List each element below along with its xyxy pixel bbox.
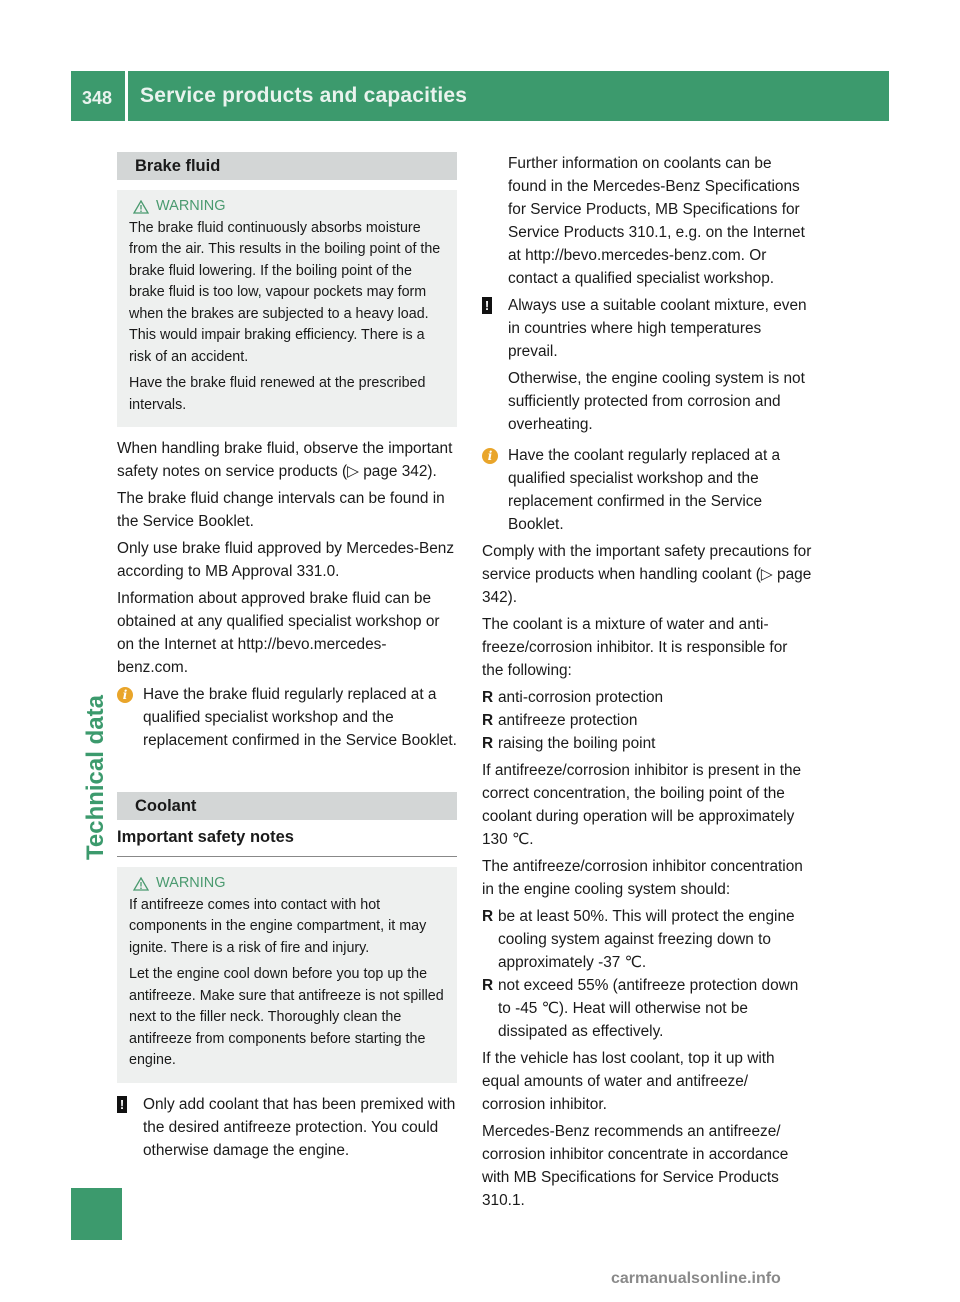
coolant-heading: Coolant (117, 792, 457, 820)
paragraph: Mercedes-Benz recommends an antifreeze/ corrosion inhibitor concentrate in accordance with MB Specifications for Service Products 310.1. (482, 1123, 789, 1209)
paragraph: The antifreeze/corrosion inhibitor concentration in the engine cooling system should: (482, 858, 803, 898)
warning-title (133, 873, 449, 895)
list-item: R anti-corrosion protection (482, 689, 664, 706)
coolant-warning-box (117, 867, 457, 1083)
footer-watermark: carmanualsonline.info (611, 1270, 781, 1287)
caution-note-text: Only add coolant that has been premixed with the desired antifreeze protection. You could otherwise damage the engine. (143, 1095, 456, 1159)
list-item: R be at least 50%. This will protect the engine cooling system against freezing down to approximately -37 ℃. (482, 908, 795, 971)
bullet-list (482, 905, 812, 1043)
exclamation-icon: ! (482, 297, 492, 314)
caution-note (482, 294, 812, 440)
bullet-list (482, 686, 812, 755)
heading-rule (117, 856, 457, 857)
info-note-text: Have the brake fluid regularly replaced at a qualified specialist workshop and the replacement confirmed in the Service Booklet. (143, 686, 457, 749)
list-item: R not exceed 55% (antifreeze protection down to -45 ℃). Heat will otherwise not be dissipated as effectively. (482, 977, 799, 1040)
caution-note-text: Always use a suitable coolant mixture, even in countries where high temperatures prevail. (508, 297, 807, 360)
info-icon: i (117, 687, 133, 703)
warning-title (133, 196, 449, 218)
warning-triangle-icon (133, 200, 149, 214)
header-divider (125, 71, 128, 121)
brake-warning-text-2: Have the brake fluid renewed at the prescribed intervals. (129, 375, 426, 413)
paragraph: If antifreeze/corrosion inhibitor is present in the correct concentration, the boiling point of the coolant during operation will be approximately 130 ℃. (482, 762, 802, 848)
paragraph: Information about approved brake fluid can be obtained at any qualified specialist workshop or on the Internet at http://bevo.mercedes-benz.com. (117, 590, 440, 676)
caution-note (117, 1093, 457, 1162)
right-column (482, 152, 812, 1216)
info-note (482, 444, 812, 536)
side-tab-marker (71, 1188, 122, 1240)
chapter-title: Service products and capacities (140, 84, 468, 107)
safety-notes-heading: Important safety notes (117, 828, 294, 846)
coolant-warning-text-2: Let the engine cool down before you top up the antifreeze. Make sure that antifreeze is not spilled next to the filler neck. Thoroughly clean the antifreeze from components before starting the engine. (129, 966, 444, 1068)
paragraph: The coolant is a mixture of water and anti-freeze/corrosion inhibitor. It is responsible for the following: (482, 616, 788, 679)
caution-note-text-2: Otherwise, the engine cooling system is not sufficiently protected from corrosion and overheating. (508, 370, 805, 433)
paragraph: The brake fluid change intervals can be found in the Service Booklet. (117, 490, 445, 530)
paragraph: Comply with the important safety precautions for service products when handling coolant (▷ page 342). (482, 543, 812, 606)
list-item: R antifreeze protection (482, 712, 638, 729)
coolant-warning-text: If antifreeze comes into contact with hot components in the engine compartment, it may ignite. There is a risk of fire and injury. (129, 896, 427, 956)
left-column (117, 152, 457, 1166)
brake-warning-text: The brake fluid continuously absorbs moisture from the air. This results in the boiling point of the brake fluid lowering. If the boiling point of the brake fluid is too low, vapour pockets may form when the brakes are subjected to a heavy load. This would impair braking efficiency. There is a risk of an accident. (129, 219, 441, 365)
paragraph: When handling brake fluid, observe the important safety notes on service products (▷ page 342). (117, 440, 453, 480)
warning-label: WARNING (156, 198, 226, 214)
paragraph: Further information on coolants can be found in the Mercedes-Benz Specifications for Service Products, MB Specifications for Service Products 310.1, e.g. on the Internet at http://bevo.mercedes-benz.com. Or contact a qualified specialist workshop. (508, 155, 805, 287)
side-tab-label: Technical data (82, 695, 109, 860)
exclamation-icon: ! (117, 1096, 127, 1113)
warning-triangle-icon (133, 877, 149, 891)
warning-label: WARNING (156, 875, 226, 891)
paragraph: Only use brake fluid approved by Mercedes-Benz according to MB Approval 331.0. (117, 540, 455, 580)
continued-paragraph (482, 152, 812, 290)
brake-fluid-heading: Brake fluid (117, 152, 457, 180)
info-note-text: Have the coolant regularly replaced at a qualified specialist workshop and the replacement confirmed in the Service Booklet. (508, 447, 781, 533)
paragraph: If the vehicle has lost coolant, top it up with equal amounts of water and antifreeze/ corrosion inhibitor. (482, 1050, 775, 1113)
brake-warning-box (117, 190, 457, 427)
page-number: 348 (82, 88, 113, 108)
info-icon: i (482, 448, 498, 464)
info-note (117, 683, 457, 752)
list-item: R raising the boiling point (482, 735, 656, 752)
